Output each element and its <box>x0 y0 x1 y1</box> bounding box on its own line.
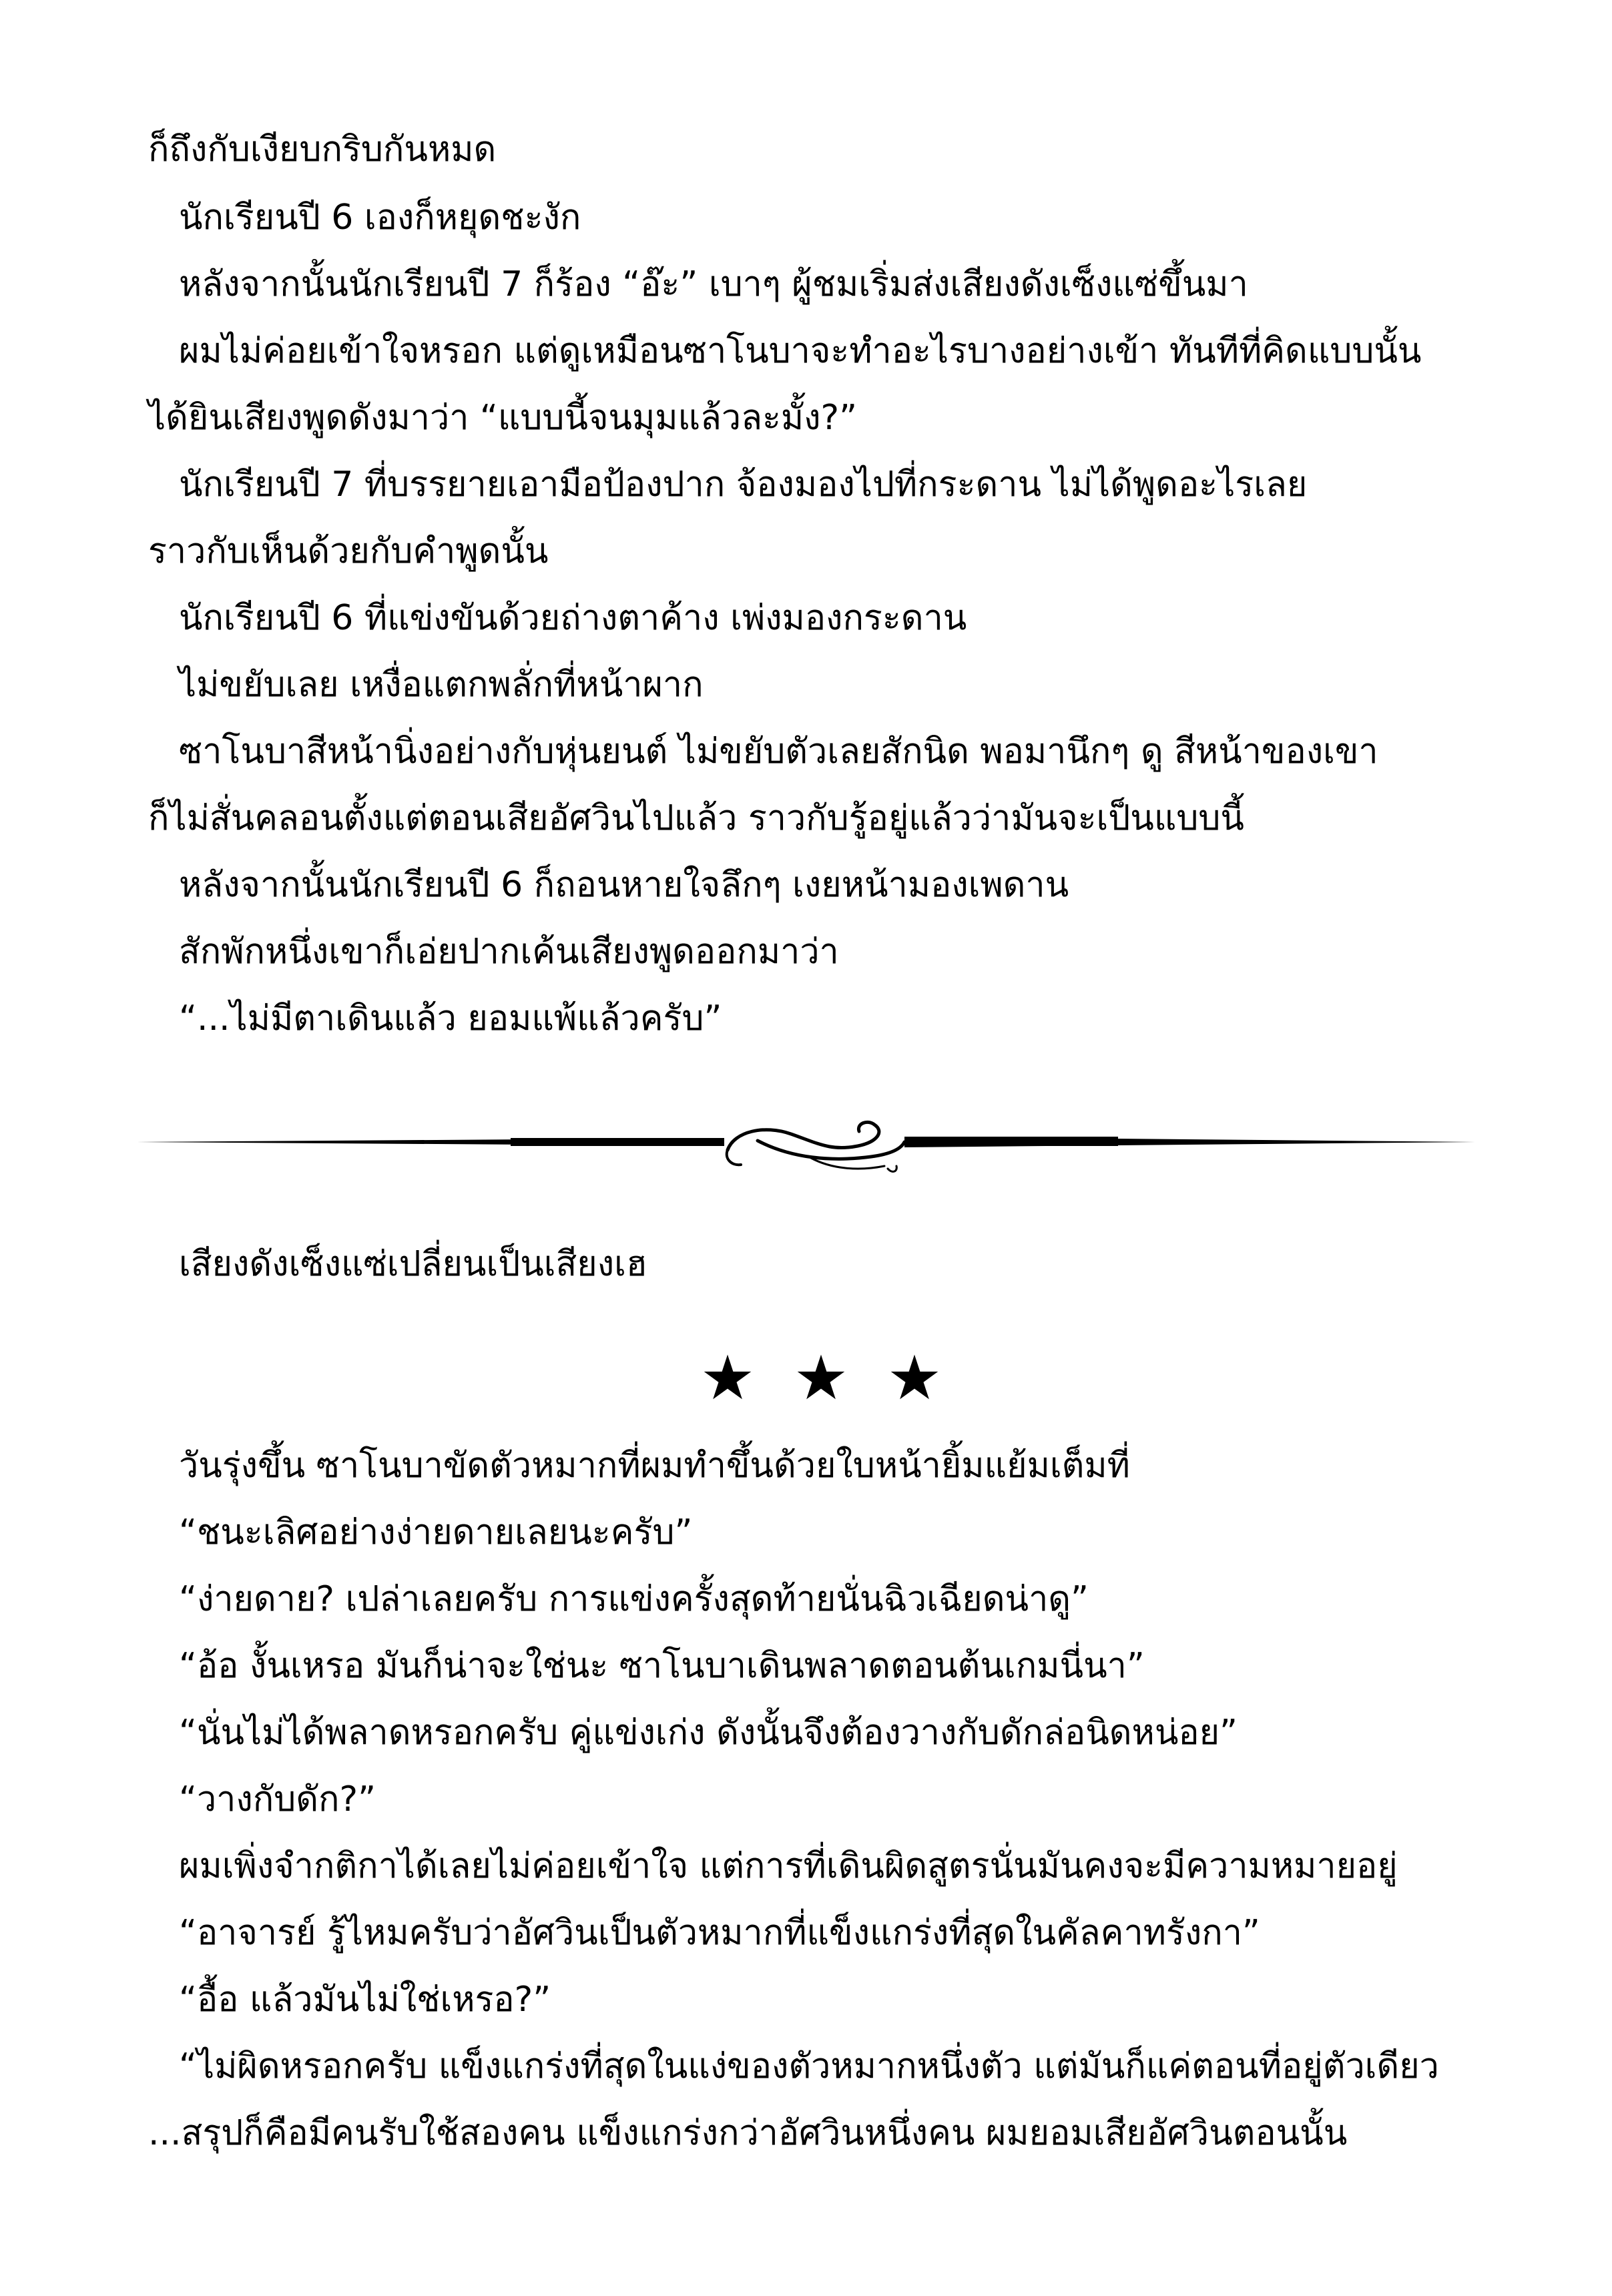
text-line: “ง่ายดาย? เปล่าเลยครับ การแข่งครั้งสุดท้ายนั่นฉิวเฉียดน่าดู” <box>179 1579 1089 1619</box>
text-line: ผมไม่ค่อยเข้าใจหรอก แต่ดูเหมือนซาโนบาจะทำอะไรบางอย่างเข้า ทันทีที่คิดแบบนั้น <box>179 331 1422 371</box>
text-line: นักเรียนปี 6 เองก็หยุดชะงัก <box>179 198 581 238</box>
star-icon: ★ <box>886 1342 943 1414</box>
text-line: ...สรุปก็คือมีคนรับใช้สองคน แข็งแกร่งกว่าอัศวินหนึ่งคน ผมยอมเสียอัศวินตอนนั้น <box>148 2113 1348 2153</box>
text-line: ผมเพิ่งจำกติกาได้เลยไม่ค่อยเข้าใจ แต่การที่เดินผิดสูตรนั่นมันคงจะมีความหมายอยู่ <box>179 1846 1398 1886</box>
text-line: “อาจารย์ รู้ไหมครับว่าอัศวินเป็นตัวหมากที่แข็งแกร่งที่สุดในคัลคาทรังกา” <box>179 1913 1260 1953</box>
text-line: ซาโนบาสีหน้านิ่งอย่างกับหุ่นยนต์ ไม่ขยับตัวเลยสักนิด พอมานึกๆ ดู สีหน้าของเขา <box>179 732 1378 772</box>
text-line: ราวกับเห็นด้วยกับคำพูดนั้น <box>148 531 549 571</box>
text-line: สักพักหนึ่งเขาก็เอ่ยปากเค้นเสียงพูดออกมาว่า <box>179 932 839 972</box>
text-line: ได้ยินเสียงพูดดังมาว่า “แบบนี้จนมุมแล้วละมั้ง?” <box>148 398 858 438</box>
star-icon: ★ <box>793 1342 849 1414</box>
text-line: “ชนะเลิศอย่างง่ายดายเลยนะครับ” <box>179 1512 693 1552</box>
text-line: “อื้อ แล้วมันไม่ใช่เหรอ?” <box>179 1980 551 2020</box>
text-line: “...ไม่มีตาเดินแล้ว ยอมแพ้แล้วครับ” <box>179 998 722 1039</box>
text-line: นักเรียนปี 7 ที่บรรยายเอามือป้องปาก จ้องมองไปที่กระดาน ไม่ได้พูดอะไรเลย <box>179 465 1308 505</box>
star-icon: ★ <box>700 1342 756 1414</box>
text-line: ก็ไม่สั่นคลอนตั้งแต่ตอนเสียอัศวินไปแล้ว ราวกับรู้อยู่แล้วว่ามันจะเป็นแบบนี้ <box>148 798 1244 838</box>
text-line: “นั่นไม่ได้พลาดหรอกครับ คู่แข่งเก่ง ดังนั้นจึงต้องวางกับดักล่อนิดหน่อย” <box>179 1713 1238 1753</box>
text-line: วันรุ่งขึ้น ซาโนบาขัดตัวหมากที่ผมทำขึ้นด้วยใบหน้ายิ้มแย้มเต็มที่ <box>179 1446 1130 1486</box>
text-line: ก็ถึงกับเงียบกริบกันหมด <box>148 129 497 170</box>
text-line: นักเรียนปี 6 ที่แข่งขันด้วยถ่างตาค้าง เพ่งมองกระดาน <box>179 598 967 638</box>
stars-separator <box>694 1342 948 1414</box>
text-line: ไม่ขยับเลย เหงื่อแตกพลั่กที่หน้าผาก <box>179 665 704 705</box>
text-line: “อ้อ งั้นเหรอ มันก็น่าจะใช่นะ ซาโนบาเดินพลาดตอนต้นเกมนี่นา” <box>179 1646 1145 1686</box>
text-line: หลังจากนั้นนักเรียนปี 6 ก็ถอนหายใจลึกๆ เงยหน้ามองเพดาน <box>179 865 1069 905</box>
text-line: หลังจากนั้นนักเรียนปี 7 ก็ร้อง “อ๊ะ” เบาๆ ผู้ชมเริ่มส่งเสียงดังเซ็งแซ่ขึ้นมา <box>179 264 1248 304</box>
text-line: “วางกับดัก?” <box>179 1779 376 1819</box>
text-line: เสียงดังเซ็งแซ่เปลี่ยนเป็นเสียงเฮ <box>179 1244 647 1284</box>
ornamental-divider-icon <box>137 1105 1475 1178</box>
text-line: “ไม่ผิดหรอกครับ แข็งแกร่งที่สุดในแง่ของตัวหมากหนึ่งตัว แต่มันก็แค่ตอนที่อยู่ตัวเดียว <box>179 2046 1439 2086</box>
